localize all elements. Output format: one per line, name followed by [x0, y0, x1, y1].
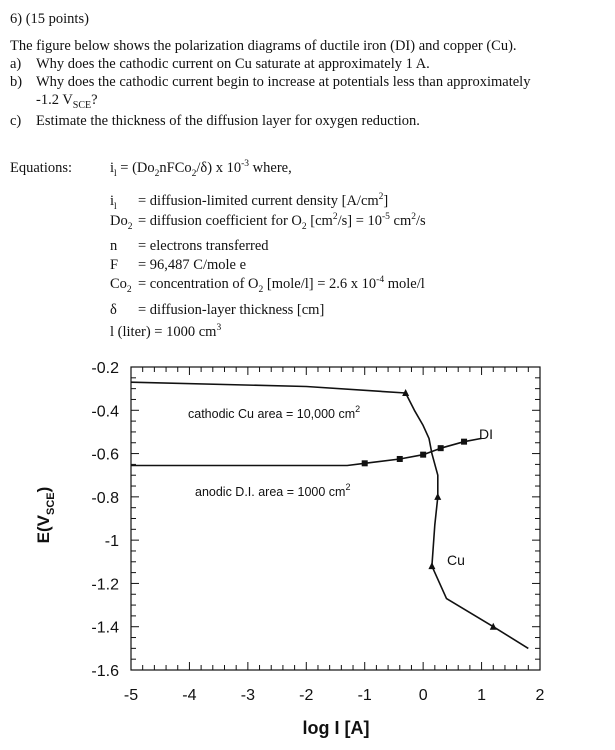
x-tick-label: -1 [357, 687, 372, 704]
series-label-cu: Cu [447, 552, 465, 568]
question-text: Why does the cathodic current on Cu saturate at approximately 1 A. [36, 56, 430, 72]
definition-symbol [110, 192, 138, 210]
main-equation [110, 159, 292, 177]
y-tick-label: -0.6 [91, 446, 119, 464]
y-tick-label: -0.8 [91, 489, 119, 507]
series-line-cu [131, 382, 528, 648]
subscript: 2 [126, 284, 132, 295]
symbol-text: Do [110, 213, 128, 229]
definition-f [110, 256, 246, 274]
problem-header: 6) (15 points) [10, 11, 89, 27]
question-label: a) [10, 56, 22, 72]
definition-text: l (liter) = 1000 cm [110, 324, 217, 340]
definition-symbol [110, 275, 138, 293]
x-tick-label: 2 [535, 687, 545, 704]
y-tick-label: -0.2 [91, 360, 119, 377]
polarization-chart [0, 350, 615, 750]
y-tick-label: -1 [104, 533, 119, 551]
question-b-continued [36, 91, 98, 109]
definition-symbol: F [110, 257, 119, 273]
definition-text: = electrons transferred [138, 238, 269, 254]
definition-il [110, 192, 388, 210]
definition-text: = diffusion-limited current density [A/cm [138, 193, 379, 209]
question-c [10, 112, 420, 130]
question-a [10, 55, 430, 73]
definition-text: [cm [306, 213, 333, 229]
definition-co2 [110, 275, 425, 293]
data-point-di [420, 452, 426, 458]
subscript: 2 [301, 221, 307, 232]
subscript: 2 [258, 284, 264, 295]
x-tick-label: 1 [477, 687, 487, 704]
superscript: -5 [382, 212, 390, 223]
question-b [10, 73, 530, 91]
subscript: l [114, 201, 117, 212]
definition-text: cm [389, 213, 412, 229]
superscript: 2 [411, 212, 417, 223]
x-tick-label: 0 [418, 687, 428, 704]
problem-intro: The figure below shows the polarization diagrams of ductile iron (DI) and copper (Cu). [10, 38, 517, 54]
question-text: Estimate the thickness of the diffusion layer for oxygen reduction. [36, 113, 420, 129]
equation-text: i [110, 160, 115, 176]
subscript: 2 [127, 221, 133, 232]
y-tick-labels [91, 360, 119, 680]
definition-symbol: δ [110, 302, 117, 318]
superscript: 2 [378, 192, 384, 203]
definition-liter [110, 323, 221, 341]
equation-text: where, [249, 160, 292, 176]
y-tick-label: -1.4 [91, 619, 119, 637]
definition-text: /s [416, 213, 426, 229]
definition-text: [mole/l] = 2.6 x 10 [263, 276, 377, 292]
definition-text: = concentration of O [138, 276, 259, 292]
data-point-di [362, 460, 368, 466]
data-point-cu [490, 623, 497, 630]
y-tick-label: -1.2 [91, 576, 119, 594]
superscript: -4 [376, 275, 385, 286]
question-text: ? [91, 92, 98, 108]
data-point-di [438, 445, 444, 451]
definition-text: mole/l [384, 276, 425, 292]
equation-text: /δ) x 10 [196, 160, 242, 176]
definition-text: = 96,487 C/mole e [138, 257, 247, 273]
x-tick-label: -4 [182, 687, 197, 704]
x-axis-label: log I [A] [302, 718, 370, 738]
subscript: SCE [72, 99, 92, 111]
x-tick-labels [124, 687, 545, 704]
symbol-text: Co [110, 276, 127, 292]
series-layer [131, 382, 528, 648]
equations-label: Equations: [10, 160, 73, 176]
y-axis-label [34, 487, 57, 544]
subscript: 2 [154, 168, 160, 179]
question-label: b) [10, 74, 23, 90]
definition-n [110, 237, 269, 255]
annotation-anodic-area: anodic D.I. area = 1000 $cm^2$ [195, 482, 351, 499]
svg-text:E(VSCE): $E(V_{SCE})$ [34, 486, 57, 544]
subscript: l [114, 168, 117, 179]
question-text: Why does the cathodic current begin to increase at potentials less than approximately [36, 74, 531, 90]
definition-do2 [110, 212, 426, 230]
question-label: c) [10, 113, 22, 129]
definition-text: ] [383, 193, 389, 209]
definition-symbol [110, 212, 138, 230]
x-tick-label: -3 [240, 687, 255, 704]
x-tick-label: -5 [123, 687, 139, 704]
y-tick-label: -0.4 [91, 403, 119, 421]
subscript: 2 [191, 168, 197, 179]
symbol-text: i [110, 193, 115, 209]
superscript: -3 [241, 159, 250, 170]
equation-text: = (Do [116, 160, 155, 176]
data-point-di [397, 456, 403, 462]
x-tick-label: -2 [299, 687, 314, 704]
data-point-cu [434, 493, 441, 500]
equation-text: nFCo [159, 160, 192, 176]
definition-text: /s] = 10 [337, 213, 382, 229]
series-label-di: DI [479, 426, 493, 442]
definition-delta [110, 301, 324, 319]
annotation-cathodic-area: cathodic Cu area = 10,000 $cm^2$ [188, 404, 361, 421]
data-point-di [461, 439, 467, 445]
superscript: 2 [332, 212, 338, 223]
superscript: 3 [216, 323, 222, 334]
definition-text: = diffusion-layer thickness [cm] [138, 302, 325, 318]
y-tick-label: -1.6 [91, 663, 119, 680]
question-text: -1.2 V [36, 92, 73, 108]
definition-symbol: n [110, 238, 118, 254]
definition-text: = diffusion coefficient for O [138, 213, 302, 229]
data-point-cu [428, 562, 435, 569]
